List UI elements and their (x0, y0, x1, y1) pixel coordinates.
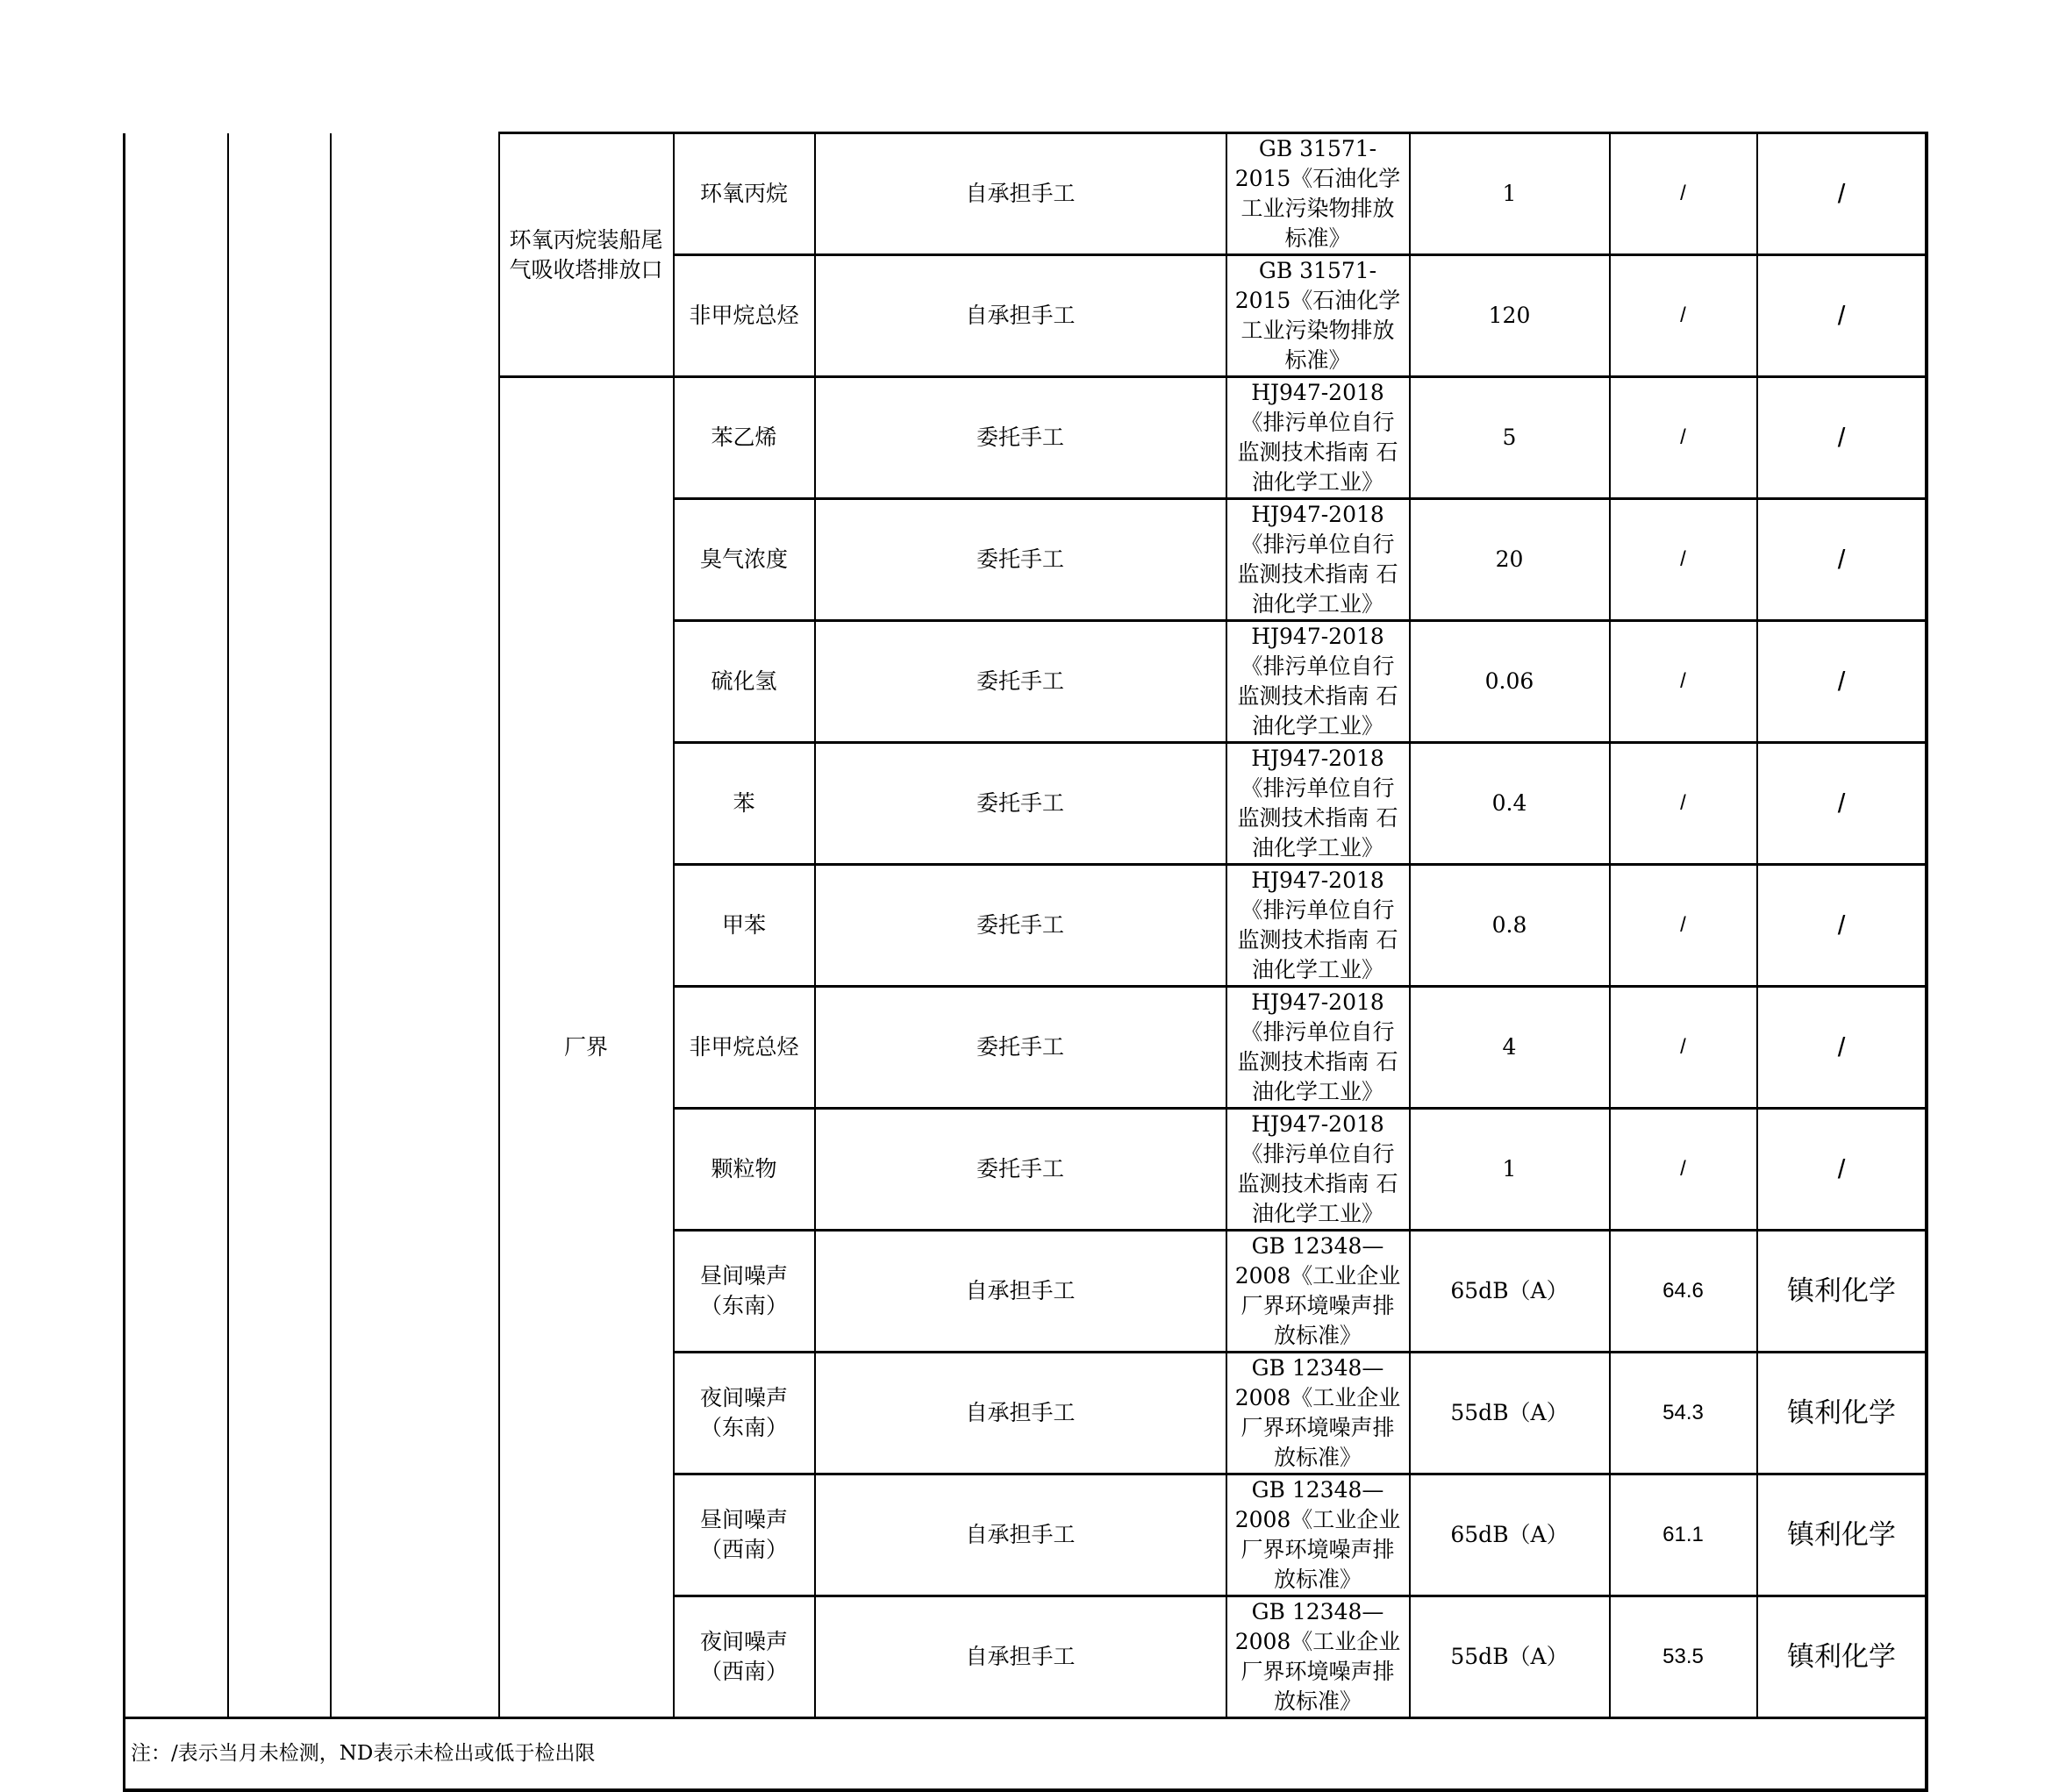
limit-cell: 55dB（A） (1410, 1596, 1610, 1718)
result-cell: / (1610, 621, 1757, 743)
note-row (125, 1718, 1927, 1790)
monitoring-mode-cell: 委托手工 (815, 1109, 1226, 1231)
pollutant-cell: 非甲烷总烃 (674, 987, 815, 1109)
pollutant-cell: 夜间噪声（西南） (674, 1596, 815, 1718)
limit-cell: 1 (1410, 1109, 1610, 1231)
organization-cell: / (1757, 499, 1927, 621)
organization-cell: 镇利化学 (1757, 1353, 1927, 1474)
organization-cell: / (1757, 621, 1927, 743)
limit-cell: 20 (1410, 499, 1610, 621)
pollutant-cell: 臭气浓度 (674, 499, 815, 621)
limit-cell: 0.8 (1410, 865, 1610, 987)
table-row (125, 133, 1927, 255)
standard-cell: HJ947-2018 《排污单位自行监测技术指南 石油化学工业》 (1226, 621, 1410, 743)
organization-cell: / (1757, 987, 1927, 1109)
standard-cell: HJ947-2018 《排污单位自行监测技术指南 石油化学工业》 (1226, 987, 1410, 1109)
monitoring-mode-cell: 委托手工 (815, 743, 1226, 865)
pollutant-cell: 硫化氢 (674, 621, 815, 743)
standard-cell: HJ947-2018 《排污单位自行监测技术指南 石油化学工业》 (1226, 377, 1410, 499)
monitoring-mode-cell: 自承担手工 (815, 255, 1226, 377)
standard-cell: HJ947-2018 《排污单位自行监测技术指南 石油化学工业》 (1226, 1109, 1410, 1231)
result-cell: / (1610, 377, 1757, 499)
monitoring-mode-cell: 自承担手工 (815, 1596, 1226, 1718)
result-cell: 61.1 (1610, 1474, 1757, 1596)
pollutant-cell: 苯乙烯 (674, 377, 815, 499)
organization-cell: / (1757, 377, 1927, 499)
monitoring-mode-cell: 委托手工 (815, 377, 1226, 499)
result-cell: 64.6 (1610, 1231, 1757, 1353)
pollutant-cell: 环氧丙烷 (674, 133, 815, 255)
monitoring-mode-cell: 自承担手工 (815, 1231, 1226, 1353)
result-cell: / (1610, 865, 1757, 987)
organization-cell: 镇利化学 (1757, 1596, 1927, 1718)
monitoring-mode-cell: 委托手工 (815, 987, 1226, 1109)
standard-cell: GB 31571-2015《石油化学工业污染物排放标准》 (1226, 133, 1410, 255)
subcategory-cell (228, 133, 331, 1718)
standard-cell: GB 12348—2008《工业企业厂界环境噪声排放标准》 (1226, 1596, 1410, 1718)
limit-cell: 120 (1410, 255, 1610, 377)
standard-cell: GB 31571-2015《石油化学工业污染物排放标准》 (1226, 255, 1410, 377)
monitoring-point-cell: 环氧丙烷装船尾气吸收塔排放口 (499, 133, 674, 377)
result-cell: / (1610, 987, 1757, 1109)
standard-cell: GB 12348—2008《工业企业厂界环境噪声排放标准》 (1226, 1474, 1410, 1596)
standard-cell: GB 12348—2008《工业企业厂界环境噪声排放标准》 (1226, 1353, 1410, 1474)
standard-cell: HJ947-2018 《排污单位自行监测技术指南 石油化学工业》 (1226, 743, 1410, 865)
limit-cell: 4 (1410, 987, 1610, 1109)
pollutant-cell: 颗粒物 (674, 1109, 815, 1231)
organization-cell: / (1757, 1109, 1927, 1231)
limit-cell: 1 (1410, 133, 1610, 255)
pollutant-cell: 苯 (674, 743, 815, 865)
limit-cell: 65dB（A） (1410, 1231, 1610, 1353)
organization-cell: 镇利化学 (1757, 1231, 1927, 1353)
result-cell: / (1610, 1109, 1757, 1231)
limit-cell: 0.06 (1410, 621, 1610, 743)
pollutant-cell: 非甲烷总烃 (674, 255, 815, 377)
organization-cell: 镇利化学 (1757, 1474, 1927, 1596)
organization-cell: / (1757, 255, 1927, 377)
limit-cell: 65dB（A） (1410, 1474, 1610, 1596)
result-cell: / (1610, 499, 1757, 621)
standard-cell: GB 12348—2008《工业企业厂界环境噪声排放标准》 (1226, 1231, 1410, 1353)
result-cell: 54.3 (1610, 1353, 1757, 1474)
pollutant-cell: 昼间噪声（东南） (674, 1231, 815, 1353)
pollutant-cell: 昼间噪声（西南） (674, 1474, 815, 1596)
monitoring-mode-cell: 自承担手工 (815, 1474, 1226, 1596)
organization-cell: / (1757, 133, 1927, 255)
pollutant-cell: 甲苯 (674, 865, 815, 987)
result-cell: / (1610, 133, 1757, 255)
monitoring-point-cell: 厂界 (499, 377, 674, 1718)
table-note: 注：/表示当月未检测，ND表示未检出或低于检出限 (125, 1718, 1927, 1790)
limit-cell: 0.4 (1410, 743, 1610, 865)
organization-cell: / (1757, 865, 1927, 987)
monitoring-mode-cell: 委托手工 (815, 499, 1226, 621)
pollutant-cell: 夜间噪声（东南） (674, 1353, 815, 1474)
monitoring-mode-cell: 委托手工 (815, 865, 1226, 987)
result-cell: / (1610, 743, 1757, 865)
result-cell: 53.5 (1610, 1596, 1757, 1718)
organization-cell: / (1757, 743, 1927, 865)
monitoring-mode-cell: 自承担手工 (815, 1353, 1226, 1474)
result-cell: / (1610, 255, 1757, 377)
standard-cell: HJ947-2018 《排污单位自行监测技术指南 石油化学工业》 (1226, 865, 1410, 987)
monitoring-table (123, 132, 1928, 1792)
limit-cell: 5 (1410, 377, 1610, 499)
type-cell (331, 133, 499, 1718)
limit-cell: 55dB（A） (1410, 1353, 1610, 1474)
standard-cell: HJ947-2018 《排污单位自行监测技术指南 石油化学工业》 (1226, 499, 1410, 621)
monitoring-mode-cell: 委托手工 (815, 621, 1226, 743)
monitoring-mode-cell: 自承担手工 (815, 133, 1226, 255)
category-cell (125, 133, 228, 1718)
